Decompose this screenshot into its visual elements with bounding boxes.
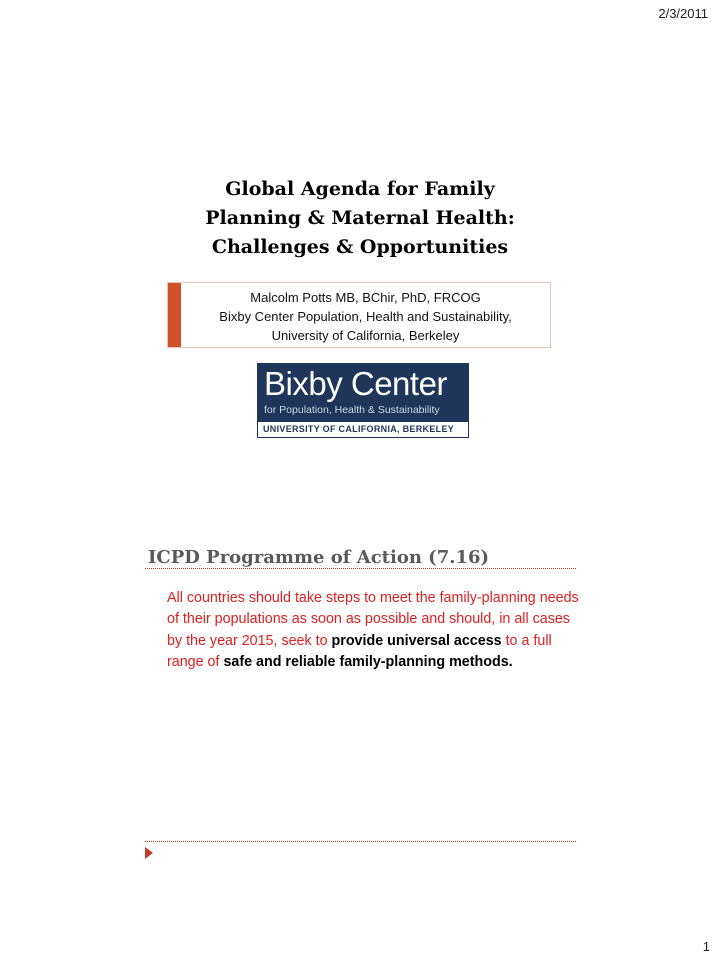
footer-divider (145, 841, 576, 842)
triangle-bullet-icon (145, 847, 153, 859)
author-name: Malcolm Potts MB, BChir, PhD, FRCOG (250, 290, 481, 305)
title-line: Challenges & Opportunities (211, 236, 509, 258)
title-divider (145, 568, 576, 569)
logo-subtitle: for Population, Health & Sustainability (264, 404, 440, 416)
author-info (181, 288, 550, 345)
bixby-center-logo (257, 363, 469, 438)
author-box (167, 282, 551, 348)
body-text-bold: safe and reliable family-planning methods. (223, 653, 513, 670)
title-line: Global Agenda for Family (225, 178, 495, 200)
author-university: University of California, Berkeley (271, 328, 460, 343)
body-text-bold: provide universal access (331, 632, 502, 649)
accent-bar (168, 283, 181, 347)
page-number: 1 (702, 939, 710, 954)
body-text-red: to a full range of (167, 632, 552, 670)
slide-title (0, 175, 720, 262)
logo-main-text: Bixby Center (264, 365, 447, 402)
author-affiliation: Bixby Center Population, Health and Sustainability, (219, 309, 512, 324)
date-label: 2/3/2011 (658, 6, 708, 21)
section-title: ICPD Programme of Action (7.16) (148, 547, 490, 568)
logo-university-bar: UNIVERSITY OF CALIFORNIA, BERKELEY (258, 421, 468, 437)
body-text-red: All countries should take steps to meet the family-planning needs of their populations as soon as possible and should, in all cases by the year 2015, seek to (167, 590, 579, 649)
title-line: Planning & Maternal Health: (205, 207, 515, 229)
body-paragraph (167, 588, 587, 673)
